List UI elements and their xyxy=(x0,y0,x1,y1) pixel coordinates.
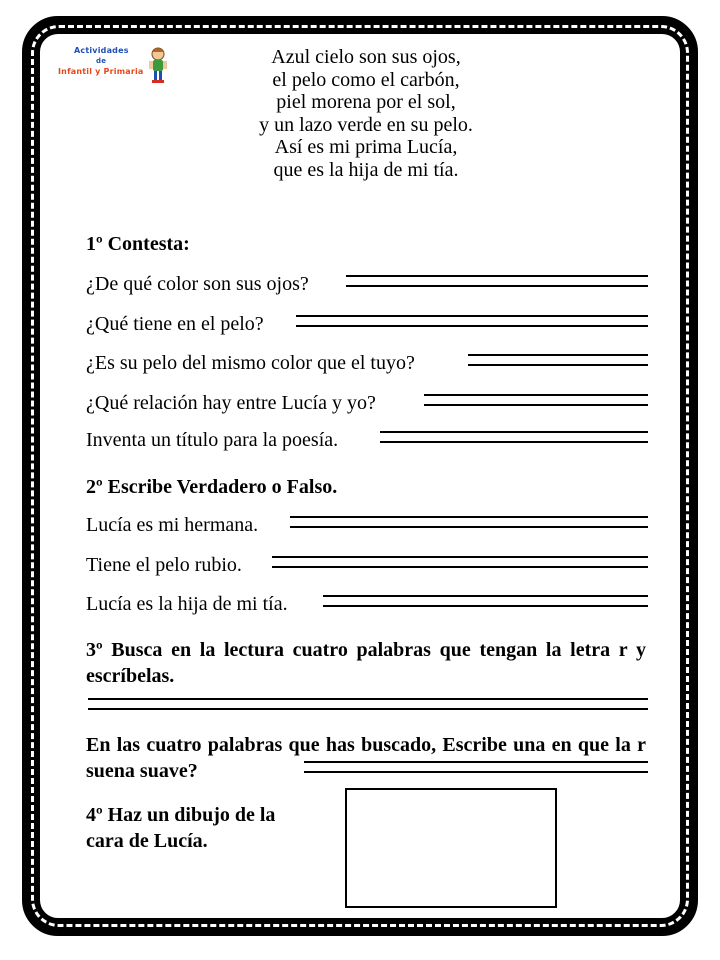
statement-sister: Lucía es mi hermana. xyxy=(86,514,259,536)
section-4-title: 4º Haz un dibujo de la cara de Lucía. xyxy=(86,804,276,852)
poem-line: Así es mi prima Lucía, xyxy=(274,136,458,158)
answer-lines[interactable] xyxy=(468,354,648,368)
poem-line: Azul cielo son sus ojos, xyxy=(271,46,461,68)
statement-blond: Tiene el pelo rubio. xyxy=(86,554,242,576)
answer-lines[interactable] xyxy=(346,275,648,289)
poem-line: que es la hija de mi tía. xyxy=(273,158,459,181)
answer-lines[interactable] xyxy=(272,556,648,570)
logo-line-1: Actividades xyxy=(74,46,129,55)
section-3-title: 3º Busca en la lectura cuatro palabras que tengan la letra r y escríbelas. xyxy=(86,639,646,687)
question-hair-color: ¿Es su pelo del mismo color que el tuyo? xyxy=(86,352,415,374)
answer-lines[interactable] xyxy=(88,698,648,712)
question-relation: ¿Qué relación hay entre Lucía y yo? xyxy=(86,392,376,414)
answer-lines[interactable] xyxy=(290,516,648,530)
answer-lines[interactable] xyxy=(323,595,648,609)
answer-lines[interactable] xyxy=(304,761,648,775)
child-mascot-icon xyxy=(146,46,170,84)
answer-lines[interactable] xyxy=(380,431,648,445)
section-3-followup: En las cuatro palabras que has buscado, Escribe una en que la r suena suave? xyxy=(86,734,646,782)
drawing-box[interactable] xyxy=(345,788,557,908)
poem-line: piel morena por el sol, xyxy=(276,91,456,113)
poem-line: y un lazo verde en su pelo. xyxy=(259,113,473,136)
section-1-title: 1º Contesta: xyxy=(86,233,190,255)
poem xyxy=(196,46,536,181)
logo-line-3: Infantil y Primaria xyxy=(58,67,144,76)
statement-cousin: Lucía es la hija de mi tía. xyxy=(86,593,288,615)
section-2-title: 2º Escribe Verdadero o Falso. xyxy=(86,476,338,498)
question-title: Inventa un título para la poesía. xyxy=(86,429,339,451)
answer-lines[interactable] xyxy=(296,315,648,329)
question-eye-color: ¿De qué color son sus ojos? xyxy=(86,273,309,295)
logo-line-2: de xyxy=(96,57,107,65)
answer-lines[interactable] xyxy=(424,394,648,408)
question-hair: ¿Qué tiene en el pelo? xyxy=(86,313,264,335)
poem-line: el pelo como el carbón, xyxy=(272,68,460,91)
logo xyxy=(58,46,170,84)
